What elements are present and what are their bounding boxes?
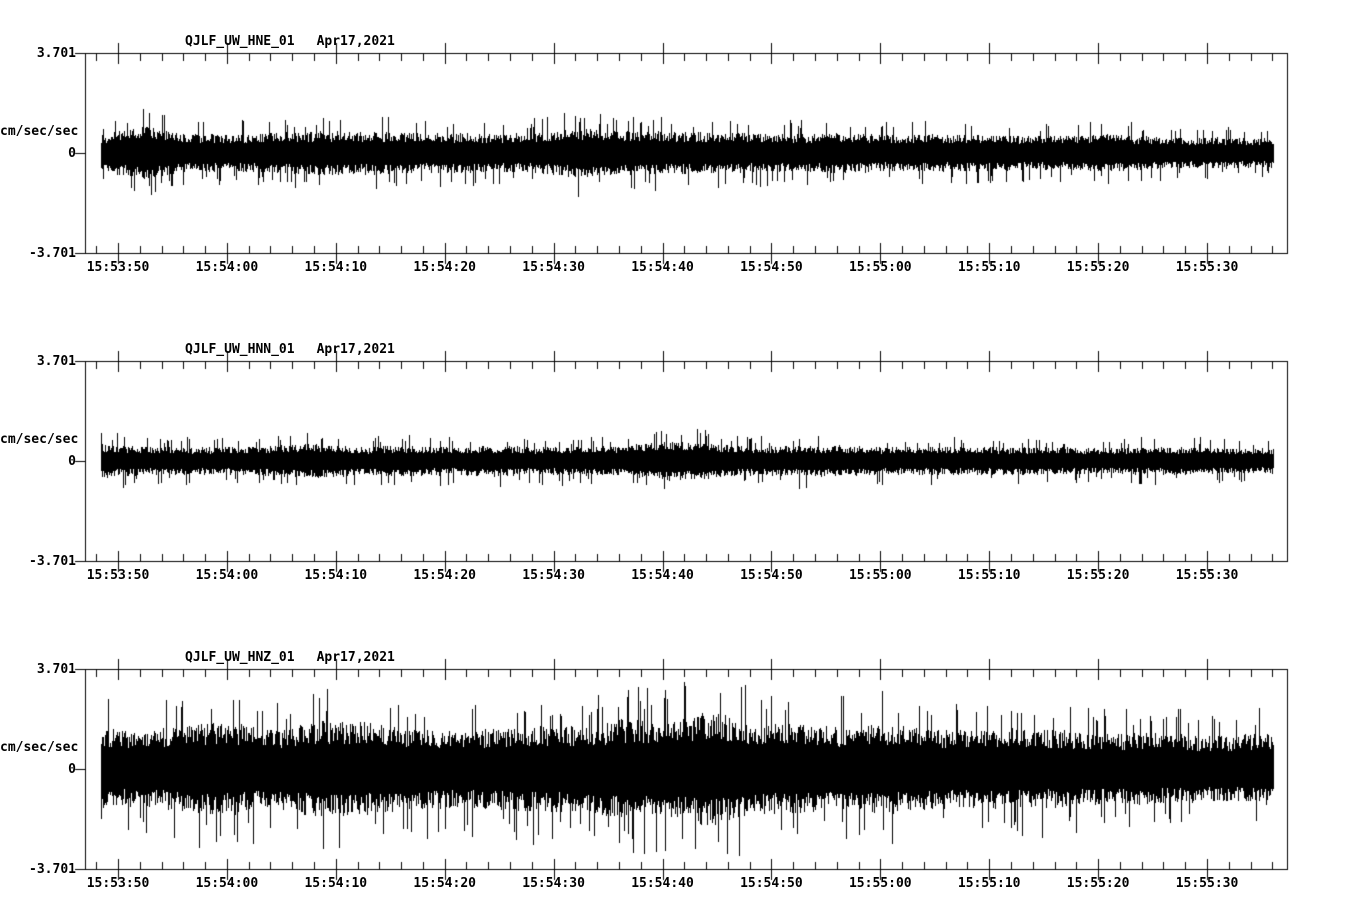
x-tick-label: 15:54:10 [304,260,368,275]
x-tick-label: 15:55:10 [957,568,1021,583]
x-tick-label: 15:54:30 [522,876,585,891]
x-tick-label: 15:54:00 [195,260,259,275]
x-tick-label: 15:54:40 [631,876,694,891]
x-tick-label: 15:54:20 [413,260,476,275]
station-channel-label: QJLF_UW_HNZ_01 [185,650,295,665]
y-axis-zero-label: 0 [68,454,76,469]
x-tick-label: 15:55:10 [957,260,1021,275]
x-tick-label: 15:54:20 [413,568,476,583]
x-tick-label: 15:55:20 [1066,260,1130,275]
time-axis-labels [0,308,1358,616]
seismogram-panel-hnz [0,616,1358,924]
x-tick-label: 15:55:00 [848,260,912,275]
y-axis-min-label: -3.701 [29,246,76,261]
x-tick-label: 15:54:20 [413,876,476,891]
x-tick-label: 15:54:40 [631,260,694,275]
y-axis-max-label: 3.701 [36,354,76,369]
x-tick-label: 15:53:50 [86,876,150,891]
date-label: Apr17,2021 [316,342,395,357]
y-axis-min-label: -3.701 [29,554,76,569]
x-tick-label: 15:54:10 [304,568,368,583]
x-tick-label: 15:54:50 [740,876,803,891]
time-axis-labels [0,616,1358,924]
y-axis-min-label: -3.701 [29,862,76,877]
y-axis-zero-label: 0 [68,762,76,777]
x-tick-label: 15:55:00 [848,568,912,583]
x-tick-label: 15:53:50 [86,568,150,583]
y-axis-zero-label: 0 [68,146,76,161]
x-tick-label: 15:53:50 [86,260,150,275]
x-tick-label: 15:55:20 [1066,876,1130,891]
x-tick-label: 15:55:00 [848,876,912,891]
x-tick-label: 15:55:20 [1066,568,1130,583]
y-axis-units-label: cm/sec/sec [0,740,79,755]
x-tick-label: 15:54:30 [522,260,585,275]
x-tick-label: 15:55:10 [957,876,1021,891]
x-tick-label: 15:54:00 [195,876,259,891]
x-tick-label: 15:55:30 [1175,568,1239,583]
date-label: Apr17,2021 [316,34,395,49]
x-tick-label: 15:54:00 [195,568,259,583]
x-tick-label: 15:54:10 [304,876,368,891]
y-axis-units-label: cm/sec/sec [0,124,79,139]
seismogram-panel-hnn [0,308,1358,616]
x-tick-label: 15:54:50 [740,260,803,275]
x-tick-label: 15:54:40 [631,568,694,583]
date-label: Apr17,2021 [316,650,395,665]
x-tick-label: 15:54:30 [522,568,585,583]
time-axis-labels [0,0,1358,308]
y-axis-units-label: cm/sec/sec [0,432,79,447]
x-tick-label: 15:54:50 [740,568,803,583]
seismogram-panel-hne [0,0,1358,308]
station-channel-label: QJLF_UW_HNN_01 [185,342,295,357]
x-tick-label: 15:55:30 [1175,876,1239,891]
y-axis-max-label: 3.701 [36,46,76,61]
station-channel-label: QJLF_UW_HNE_01 [185,34,295,49]
x-tick-label: 15:55:30 [1175,260,1239,275]
y-axis-max-label: 3.701 [36,662,76,677]
